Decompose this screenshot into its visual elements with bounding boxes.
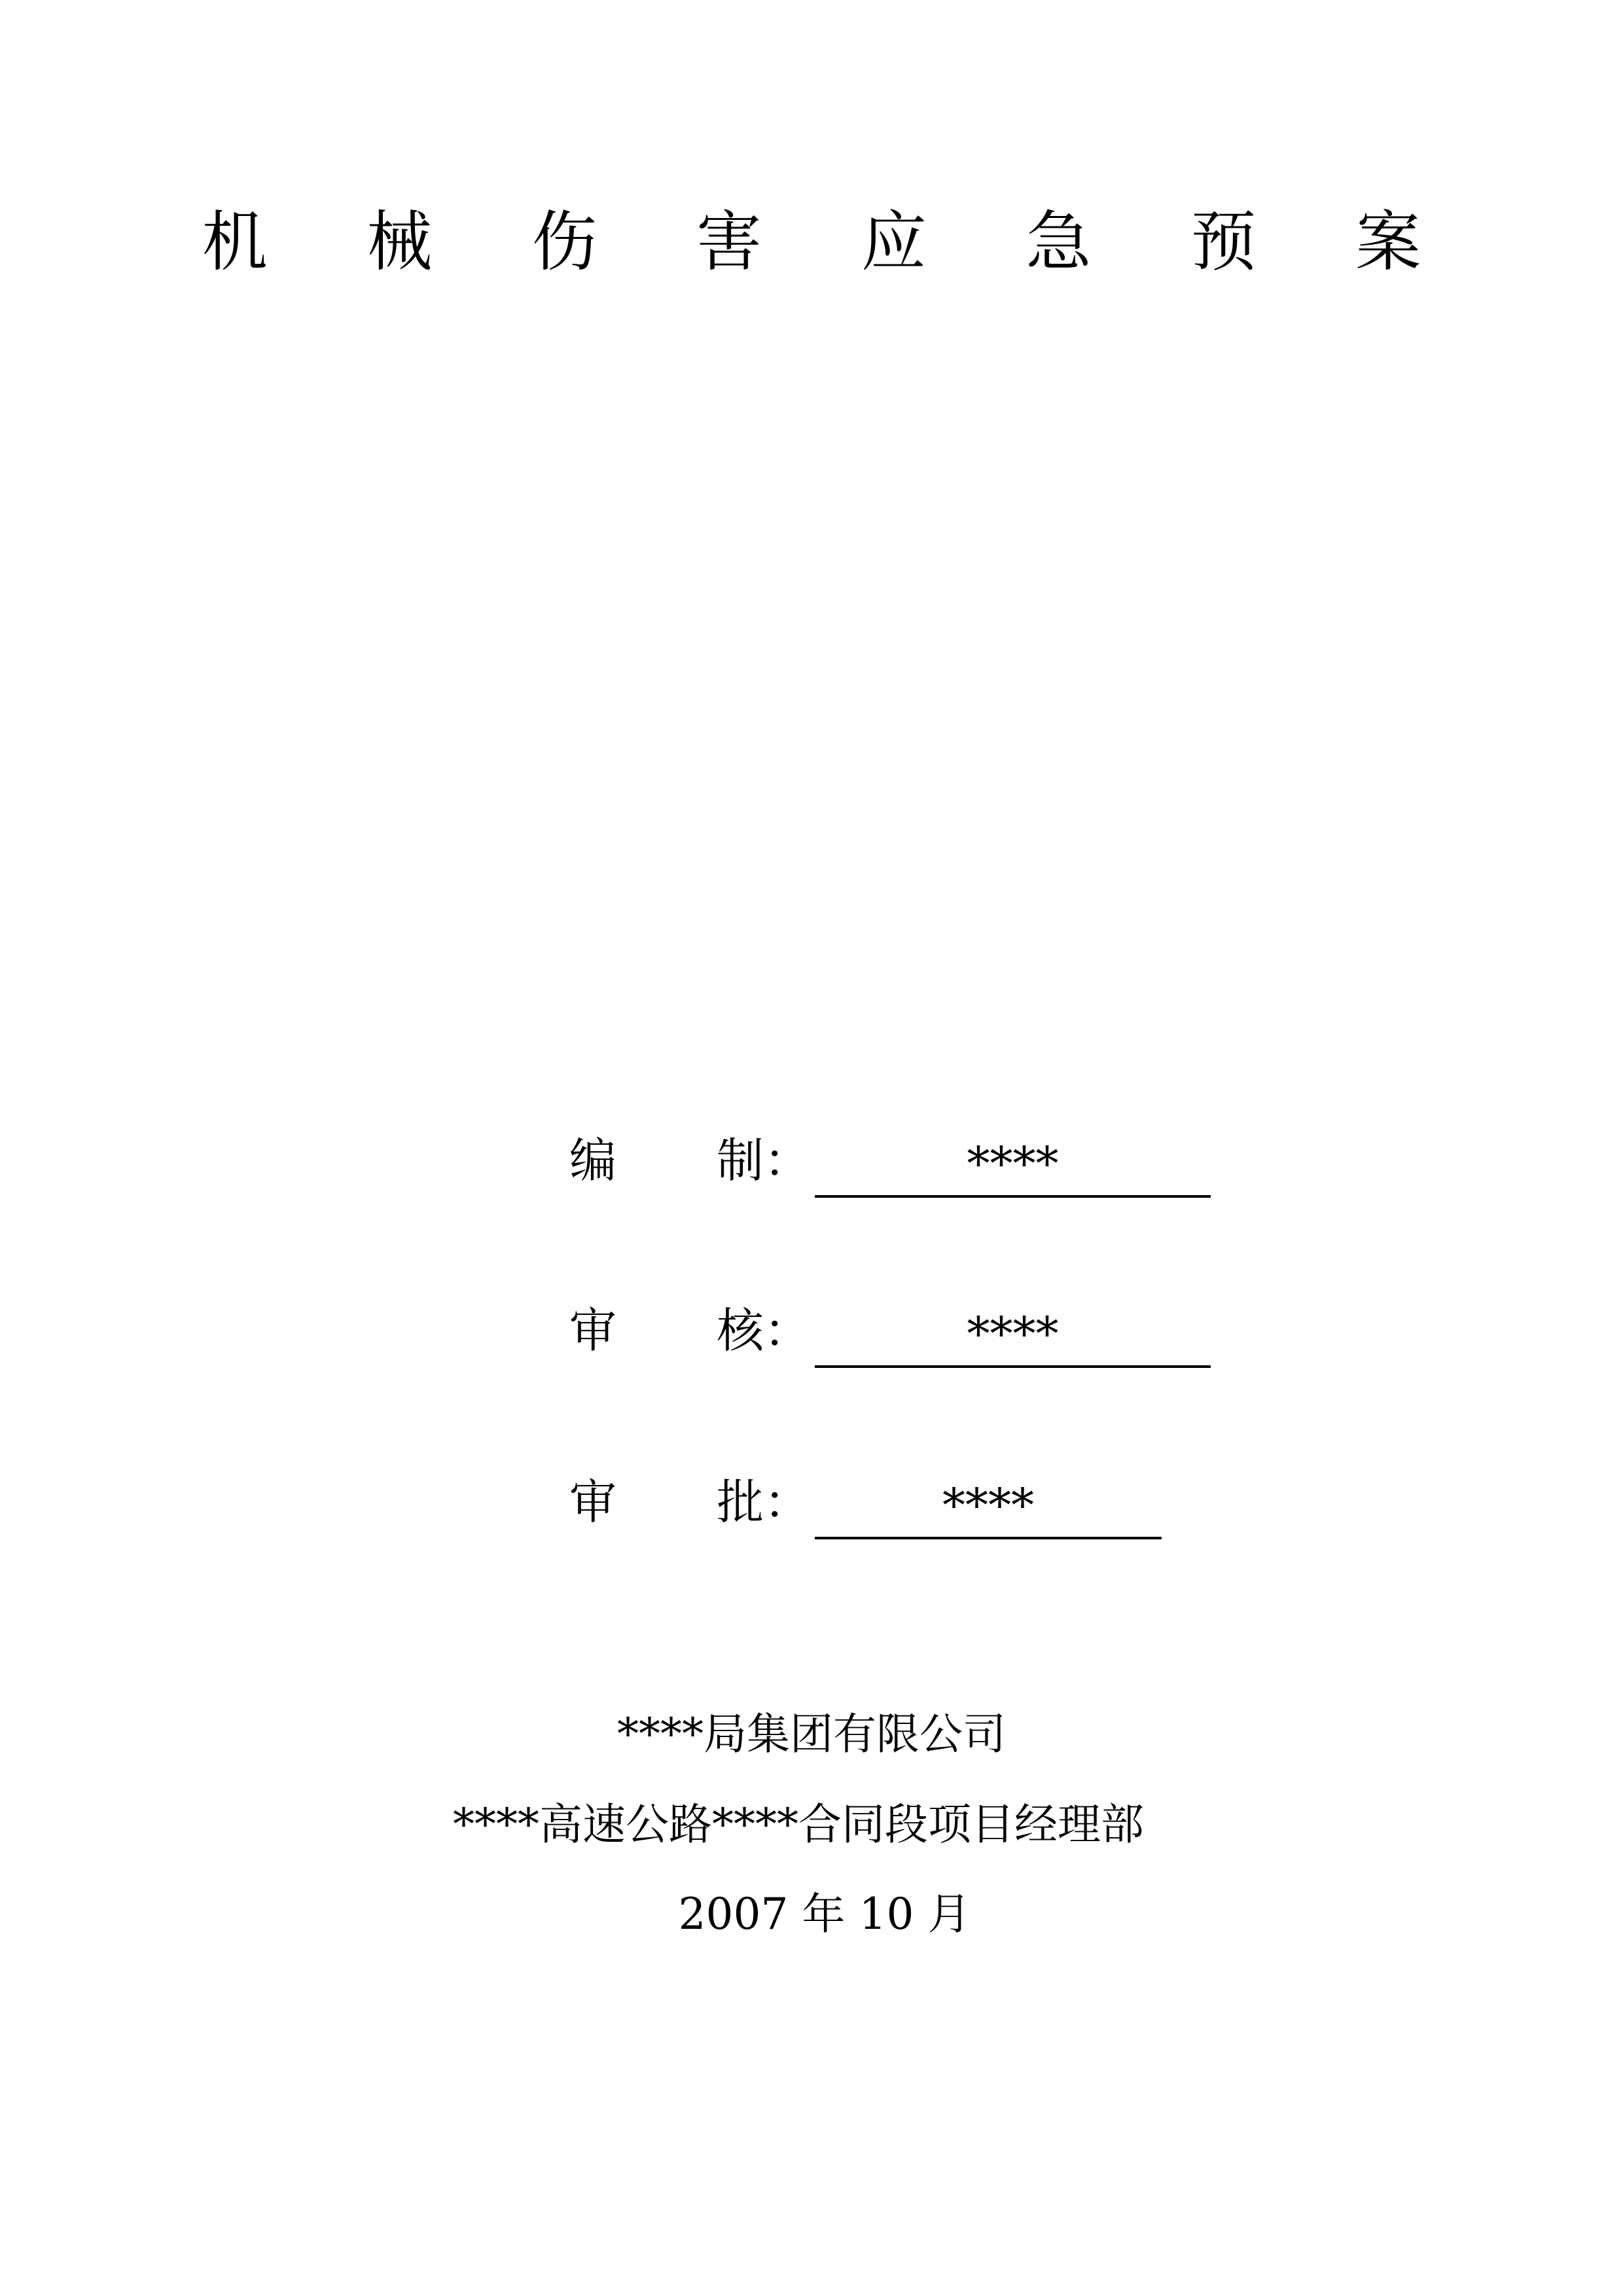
- department-name: ****高速公路****合同段项目经理部: [453, 1799, 1144, 1850]
- signature-label-first: 编: [569, 1133, 617, 1188]
- signature-label-first: 审: [569, 1475, 617, 1530]
- signature-label-second: 批：: [717, 1475, 812, 1530]
- signature-label-first: 审: [569, 1303, 617, 1358]
- signature-label-second: 制：: [717, 1133, 812, 1188]
- signature-value-line: ****: [815, 1295, 1211, 1368]
- signature-value-line: ****: [815, 1466, 1162, 1539]
- document-date: 2007 年 10 月: [678, 1889, 971, 1939]
- signature-value-line: ****: [815, 1124, 1211, 1198]
- signature-label-second: 核：: [717, 1303, 812, 1358]
- organization-name: ****局集团有限公司: [617, 1709, 1006, 1759]
- document-title: 机 械 伤 害 应 急 预 案: [202, 204, 1461, 280]
